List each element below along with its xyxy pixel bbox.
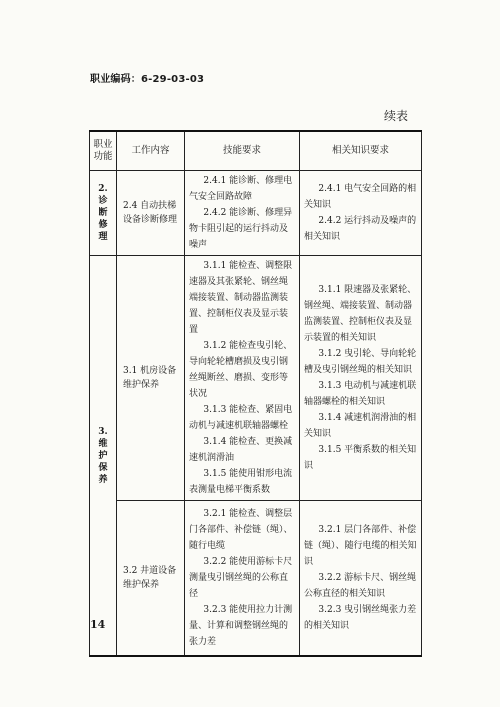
function-label: 3. 维护保养 — [98, 426, 108, 485]
header-knowledge: 相关知识要求 — [300, 131, 422, 171]
knowledge-item: 3.1.2 曳引轮、导向轮轮槽及曳引钢丝绳的相关知识 — [304, 349, 417, 375]
skill-item: 2.4.1 能诊断、修理电气安全回路故障 — [189, 176, 293, 202]
header-skill: 技能要求 — [185, 131, 300, 171]
skills-table — [89, 130, 422, 657]
knowledge-item: 3.2.3 曳引钢丝绳张力差的相关知识 — [304, 605, 417, 631]
function-cell — [90, 256, 117, 657]
work-cell: 2.4 自动扶梯设备诊断修理 — [117, 171, 185, 256]
skill-item: 3.2.2 能使用游标卡尺测量曳引钢丝绳的公称直径 — [189, 557, 293, 599]
skill-cell — [185, 501, 300, 657]
skill-item: 3.1.2 能检查曳引轮、导向轮轮槽磨损及曳引钢丝绳断丝、磨损、变形等状况 — [189, 341, 293, 399]
skill-cell — [185, 171, 300, 256]
skill-item: 3.2.1 能检查、调整层门各部件、补偿链（绳）、随行电缆 — [189, 509, 293, 551]
knowledge-cell — [300, 171, 422, 256]
knowledge-cell — [300, 501, 422, 657]
knowledge-item: 2.4.2 运行抖动及噪声的相关知识 — [304, 216, 417, 242]
knowledge-cell — [300, 256, 422, 501]
page-number: 14 — [90, 618, 106, 631]
function-label: 2. 诊断修理 — [98, 184, 108, 242]
table-row — [90, 171, 422, 256]
work-cell: 3.1 机房设备维护保养 — [117, 256, 185, 501]
knowledge-item: 3.2.2 游标卡尺、钢丝绳公称直径的相关知识 — [304, 573, 417, 599]
knowledge-item: 2.4.1 电气安全回路的相关知识 — [304, 184, 417, 210]
knowledge-item: 3.1.1 限速器及张紧轮、钢丝绳、端接装置、制动器监测装置、控制柜仪表及显示装置的相关知识 — [304, 285, 417, 343]
knowledge-item: 3.1.5 平衡系数的相关知识 — [304, 445, 417, 471]
table-row — [90, 501, 422, 657]
skill-item: 3.2.3 能使用拉力计测量、计算和调整钢丝绳的张力差 — [189, 605, 293, 647]
table-row — [90, 256, 422, 501]
skill-item: 3.1.5 能使用钳形电流表测量电梯平衡系数 — [189, 469, 293, 495]
skill-item: 3.1.3 能检查、紧固电动机与减速机联轴器螺栓 — [189, 405, 293, 431]
knowledge-item: 3.1.3 电动机与减速机联轴器螺栓的相关知识 — [304, 381, 417, 407]
skill-item: 3.1.4 能检查、更换减速机润滑油 — [189, 437, 293, 463]
skill-cell — [185, 256, 300, 501]
skill-item: 3.1.1 能检查、调整限速器及其张紧轮、钢丝绳端接装置、制动器监测装置、控制柜仪表及显示装置 — [189, 261, 293, 335]
knowledge-item: 3.1.4 减速机润滑油的相关知识 — [304, 413, 417, 439]
occupation-code: 职业编码：6-29-03-03 — [90, 74, 205, 85]
skill-item: 2.4.2 能诊断、修理异物卡阻引起的运行抖动及噪声 — [189, 208, 293, 250]
knowledge-item: 3.2.1 层门各部件、补偿链（绳）、随行电缆的相关知识 — [304, 525, 417, 567]
header-work: 工作内容 — [117, 131, 185, 171]
work-cell: 3.2 井道设备维护保养 — [117, 501, 185, 657]
continued-label: 续表 — [384, 109, 409, 123]
table-header-row — [90, 131, 422, 171]
function-cell — [90, 171, 117, 256]
header-function: 职业功能 — [90, 131, 117, 171]
